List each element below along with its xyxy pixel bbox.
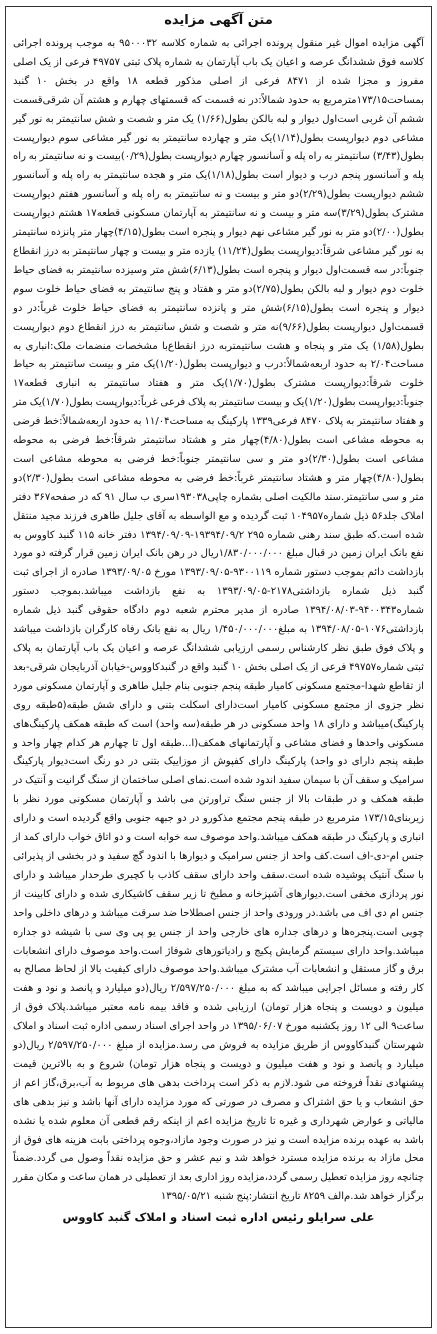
notice-title: متن آگهی مزایده [164, 13, 273, 28]
auction-notice [5, 6, 432, 1328]
notice-signature: علی سرایلو رئیس اداره ثبت اسناد و املاک گنبد کاووس [62, 1210, 375, 1225]
notice-body: آگهی مزایده اموال غیر منقول پرونده اجرائی به شماره کلاسه ۹۵۰۰۰۳۲ به موجب پرونده اجرائی کلاسه فوق ششدانگ عرصه و اعیان یک باب آپارتمان به شماره پلاک ثبتی ۴۹۷۵۷ فرعی از یک اصلی مفروز و مجزا شده از ۸۴۷۱ فرعی از اصلی مذکور قطعه ۱۸ واقع در بخش ۱۰ گنبد بمساحت۱۷۳/۱۵مترمربع به حدود شمالاً:در نه قسمت که قسمتهای چهارم و هشتم آن شرقی‌قسمت ششم آن غربی است‌اول دیوار و لبه بالکن بطول(۱/۶۶) یک متر و شصت و شش سانتیمتر به نور گیر مشاعی دوم دیوارپست بطول(۱/۱۴)یک متر و چهارده سانتیمتر به نور گیر مشاعی سوم دیوارپست بطول(۳/۴۳) سانتیمتر به راه پله و آسانسور چهارم دیوارپست بطول(۰/۲۹)بیست و نه سانتیمتر به راه پله و آسانسور پنجم درب و دیوار است بطول(۱/۱۸)یک متر و هجده سانتیمتر به راه پله و آسانسور ششم دیوارپست بطول(۲/۲۹)دو متر و بیست و نه سانتیمتر به راه پله و آسانسور هفتم دیوارپست مشترک بطول(۳/۲۹)سه متر و بیست و نه سانتیمتر به آپارتمان مسکونی قطعه۱۷ هشتم دیوارپست بطول(۲/۰۰)دو متر به نور گیر مشاعی نهم دیوار و پنجره است بطول(۴/۱۵)چهار متر پانزده سانتیمتر به نور گیر مشاعی شرقاً:دیوارپست بطول(۱۱/۲۴) یازده متر و بیست و چهار سانتیمتر به درز انقطاع جنوباً:در سه قسمت‌اول دیوار و پنجره است بطول(۶/۱۳)شش متر وسیزده سانتیمتر به فضای حیاط خلوت دوم دیوار و لبه بالکن بطول(۲/۷۵)دو متر و هفتاد و پنج سانتیمتر به فضای حیاط خلوت سوم دیوار و پنجره است بطول(۶/۱۵)شش متر و پانزده سانتیمتر به فضای حیاط خلوت غرباً:در دو قسمت‌اول دیوارپست بطول(۹/۶۶)نه متر و شصت و شش سانتیمتر به درز انقطاع دوم دیوارپست بطول(۱/۵۸) یک متر و پنجاه و هشت سانتیمتربه درز انقطاع‌با مشخصات منضمات ملک:انباری به مساحت۲/۰۴ به حدود اربعه‌شمالاً:درب و دیوارپست بطول(۱/۲۰)یک متر و بیست سانتیمتر به حیاط خلوت شرقاً:دیوارپست مشترک بطول(۱/۷۰)یک متر و هفتاد سانتیمتر به انباری قطعه۱۷ جنوباً:دیوارپست بطول(۱/۲۰)یک و بیست سانتیمتر به پلاک فرعی غرباً:دیوارپست بطول(۱/۷۰)یک متر و هفتاد سانتیمتر به پلاک ۸۴۷۰ فرعی۱۳۳۹ پارکینگ به مساحت۱۱/۰۴ به حدود اربعه‌شمالاً:خط فرضی به محوطه مشاعی است بطول(۴/۸۰)چهار متر و هشتاد سانتیمتر شرقاً:خط فرضی به محوطه مشاعی است بطول(۲/۳۰)دو متر و سی سانتیمتر جنوباً:خط فرضی به محوطه مشاعی است بطول(۴/۸۰)چهار متر و هشتاد سانتیمتر غرباً:خط فرضی به محوطه مشاعی است بطول(۲/۳۰)دو متر و سی سانتیمتر.سند مالکیت اصلی بشماره چاپی۱۹۳۰۳۸سری ب سال ۹۱ که در صفحه۳۶۷ دفتر املاک جلد۵۶ ذیل شماره۱۰۴۹۵۷ ثبت گردیده و مع الواسطه به آقای جلیل طاهری فرزند مجید منتقل شده است.که طبق سند رهنی شماره ۲۹۵ ۱۹۳۹۴/۰۹/۲-۱۳۹۴/۰۹/۰۹ دفتر خانه ۱۱۵ گنبد کاووس به نفع بانک ایران زمین در قبال مبلغ ۱/۸۳۰/۰۰۰/۰۰۰ریال در رهن بانک ایران زمین قرار گرفته دو مورد بازداشت دائم بموجب دستور شماره ۹۳۰۰۱۱۹-۱۳۹۳/۰۹/۰۵ مورخ ۱۳۹۳/۰۹/۰۵ صادره از اجرای ثبت گنبد ذیل شماره بازداشتی۲۱۷۸-۱۳۹۳/۰۹/۰۵ به نفع بازداشت میباشد.بموجب دستور شماره۹۴۰۰۳۴۳-۱۳۹۴/۰۸/۰۳ صادره از مدیر محترم شعبه دوم دادگاه حقوقی گنبد ذیل شماره بازداشتی۱۰۷۶-۱۳۹۴/۰۸/۰۵ به مبلغ۱/۴۵۰/۰۰۰/۰۰۰ ریال به نفع بانک رفاه کارگران بازداشت میباشد و پلاک فوق طبق نظر کارشناس رسمی ارزیابی ششدانگ عرصه و اعیان یک باب آپارتمان به پلاک ثبتی شماره۴۹۷۵۷ فرعی از یک اصلی بخش ۱۰ گنبد واقع در گنبدکاووس-خیابان آذربایجان شرقی-بعد از تقاطع شهدا-مجتمع مسکونی کامیار طبقه پنجم جنوبی بنام جلیل طاهری و آپارتمان مسکونی مورد نظر جزوی از مجتمع مسکونی کامیار است‌دارای اسکلت بتنی و دارای شش طبقه(۵طبقه روی پارکینگ)میباشد و دارای ۱۸ واحد مسکونی در هر طبقه(سه واحد) است که طبقه همکف پارکینگ‌های مسکونی واحدها و فضای مشاعی و آپارتمانهای همکف(ا...طبقه اول تا چهارم هر کدام چهار واحد و طبقه پنجم دارای دو واحد) پارکینگ دارای کفپوش از موزاییک بتنی در دو رنگ است‌دیوار پارکینگ سرامیک و سقف آن با سیمان سفید اندود شده است.نمای اصلی ساختمان از سنگ گرانیت و آنتیک در طبقه همکف و در طبقات بالا از جنس سنگ تراورتن می باشد و آپارتمان مسکونی مورد نظر با زیربنای۱۷۳/۱۵ مترمربع در طبقه پنجم مجتمع مذکورو در دو جبهه جنوبی واقع گردیده است و دارای انباری و پارکینگ در طبقه همکف میباشد.واحد موصوف سه خوابه است و دو اتاق خواب دارای کمد از جنس ام-دی-اف است.کف واحد از جنس سرامیک و دیوارها با اندود گچ سفید و در بخشی از پذیرائی با سنگ آنتیک پوشیده شده است.سقف واحد دارای سقف کاذب با کچبری طرحدار میباشد و دارای نور پردازی مخفی است.دیوارهای آشپزخانه و مطبخ تا زیر سقف کاشیکاری شده و دارای کابینت از جنس ام دی اف می باشد.در ورودی واحد از جنس اصطلاحا ضد سرقت میباشد و درهای داخلی واحد چوبی است.پنجره‌ها و درهای جداره های خارجی واحد از جنس یو پی وی سی با شیشه دو جداره میباشد.واحد دارای سیستم گرمایش پکیج و رادیاتورهای شوفاژ است.واحد موصوف دارای انشعابات برق و گاز مستقل و انشعابات آب مشترک میباشد.واحد موصوف دارای کیفیت بالا از لحاظ مصالح به کار رفته و مسائل اجرایی میباشد که به مبلغ ۲/۵۹۷/۲۵۰/۰۰۰ ریال(دو میلیارد و پانصد و نود و هفت میلیون و دویست و پنجاه هزار تومان) ارزیابی شده و فاقد بیمه نامه معتبر میباشد.پلاک فوق از ساعت۹ الی ۱۲ روز یکشنبه مورخ ۱۳۹۵/۰۶/۰۷ در واحد اجرای اسناد رسمی اداره ثبت اسناد و املاک شهرستان گنبدکاووس از طریق مزایده به فروش می رسد.مزایده از مبلغ ۲/۵۹۷/۲۵۰/۰۰۰ ریال(دو میلیارد و پانصد و نود و هفت میلیون و دویست و پنجاه هزار تومان) شروع و به بالاترین قیمت پیشنهادی نقداً فروخته می شود.لازم به ذکر است پرداخت بدهی های مربوط به آب،برق،گاز اعم از حق انشعاب و یا حق اشتراک و مصرف در صورتی که مورد مزایده دارای آنها باشد و نیز بدهی های مالیاتی و عوارض شهرداری و غیره تا تاریخ مزایده اعم از اینکه رقم قطعی آن معلوم شده یا نشده باشد به عهده برنده مزایده است و نیز در صورت وجود مازاد،وجوه پرداختی بابت هزینه های فوق از محل مازاد به برنده مزایده مسترد خواهد شد و نیم عشر و حق مزایده نقداً وصول می گردد.ضمناً چنانچه روز مزایده تعطیل رسمی گردد،مزایده روز اداری بعد از تعطیلی در همان ساعت و مکان مقرر برگزار خواهد شد.م‌الف ۸۲۵۹ تاریخ انتشار:پنج شنبه ۱۳۹۵/۰۵/۲۱ [13, 38, 425, 1203]
